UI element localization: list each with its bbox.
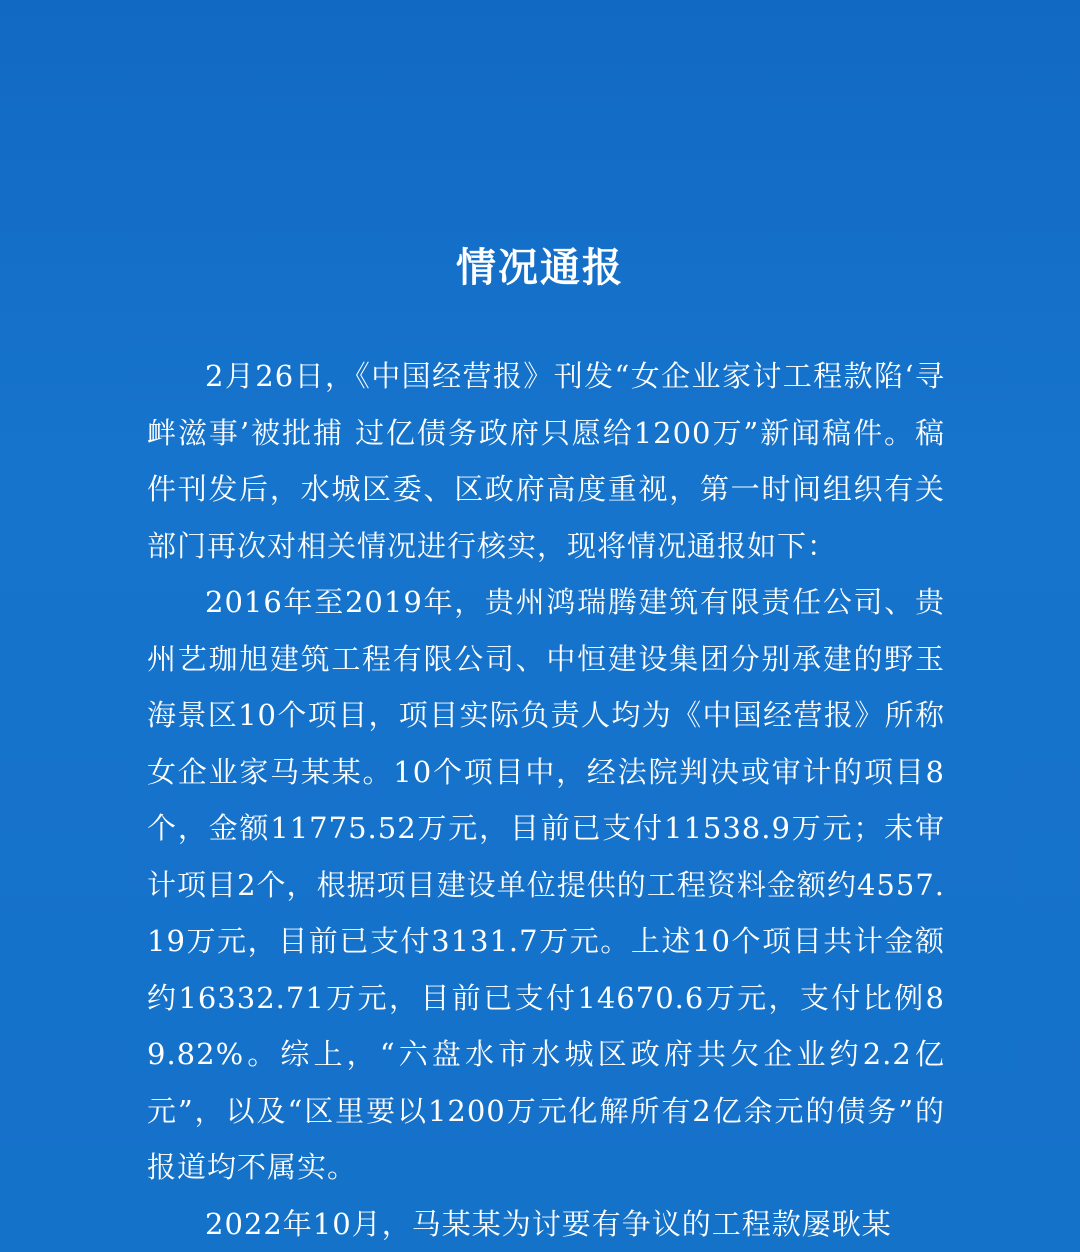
notice-paragraph-intro: 2月26日，《中国经营报》刊发“女企业家讨工程款陷‘寻衅滋事’被批捕 过亿债务政府只愿给1200万”新闻稿件。稿件刊发后，水城区委、区政府高度重视，第一时间组织有关部门再次对相关情况进行核实，现将情况通报如下： bbox=[147, 359, 945, 563]
notice-paragraph-continued: 2022年10月，马某某为讨要有争议的工程款屡耿某 bbox=[205, 1206, 892, 1241]
notice-title: 情况通报 bbox=[456, 244, 624, 291]
notice-paragraph-findings: 2016年至2019年，贵州鸿瑞腾建筑有限责任公司、贵州艺珈旭建筑工程有限公司、中恒建设集团分别承建的野玉海景区10个项目，项目实际负责人均为《中国经营报》所称女企业家马某某。10个项目中，经法院判决或审计的项目8个，金额11775.52万元，目前已支付11538.9万元；未审计项目2个，根据项目建设单位提供的工程资料金额约4557.19万元，目前已支付3131.7万元。上述10个项目共计金额约16332.71万元，目前已支付14670.6万元，支付比例89.82%。综上，“六盘水市水城区政府共欠企业约2.2亿元”，以及“区里要以1200万元化解所有2亿余元的债务”的报道均不属实。 bbox=[147, 585, 945, 1184]
notice-body bbox=[147, 348, 945, 1252]
